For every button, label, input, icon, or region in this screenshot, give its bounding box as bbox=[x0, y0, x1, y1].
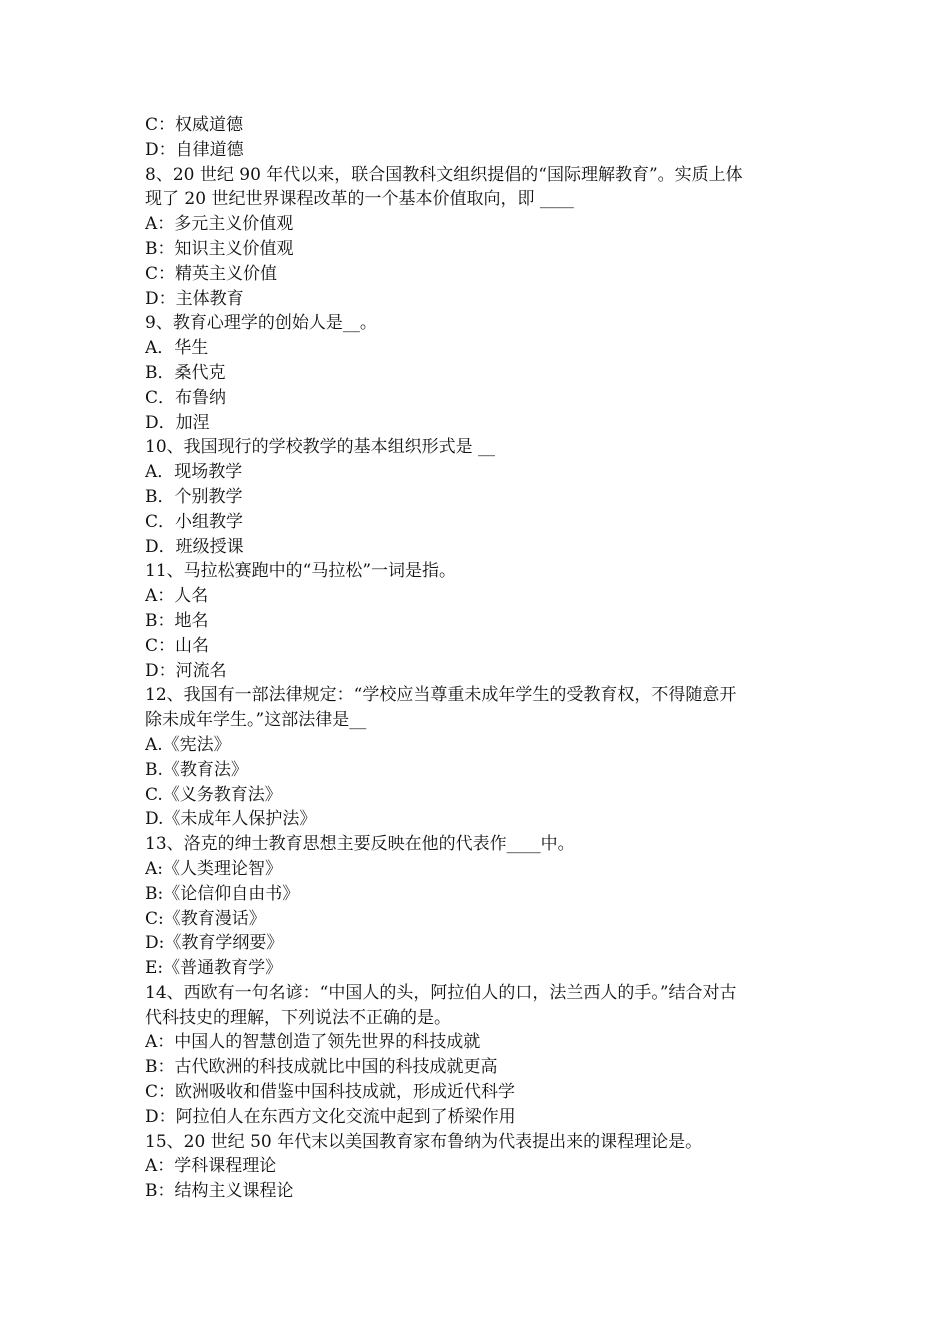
question-13-text: 13、洛克的绅士教育思想主要反映在他的代表作____中。 bbox=[145, 834, 575, 855]
question-9-option-b: B．桑代克 bbox=[145, 362, 226, 383]
option-d: D：自律道德 bbox=[145, 139, 244, 160]
question-8-text: 8、20 世纪 90 年代以来，联合国教科文组织提倡的“国际理解教育”。实质上体 bbox=[145, 164, 743, 185]
question-8-option-a: A：多元主义价值观 bbox=[145, 214, 294, 235]
question-8-option-d: D：主体教育 bbox=[145, 288, 244, 309]
question-9-option-c: C．布鲁纳 bbox=[145, 387, 227, 408]
question-14-option-c: C：欧洲吸收和借鉴中国科技成就，形成近代科学 bbox=[145, 1082, 516, 1103]
question-13-option-b: B:《论信仰自由书》 bbox=[145, 883, 300, 904]
question-13-option-d: D:《教育学纲要》 bbox=[145, 933, 284, 954]
question-10-text: 10、我国现行的学校教学的基本组织形式是 __ bbox=[145, 437, 496, 458]
question-15-option-a: A：学科课程理论 bbox=[145, 1156, 277, 1177]
question-14-option-a: A：中国人的智慧创造了领先世界的科技成就 bbox=[145, 1032, 481, 1053]
question-14-option-b: B：古代欧洲的科技成就比中国的科技成就更高 bbox=[145, 1057, 498, 1078]
question-12-text: 12、我国有一部法律规定：“学校应当尊重未成年学生的受教育权，不得随意开 bbox=[145, 685, 737, 706]
question-12-option-c: C.《义务教育法》 bbox=[145, 784, 282, 805]
document-page bbox=[145, 113, 815, 1204]
question-11-text: 11、马拉松赛跑中的“马拉松”一词是指。 bbox=[145, 561, 457, 582]
question-12-option-d: D.《未成年人保护法》 bbox=[145, 809, 317, 830]
question-8-option-c: C：精英主义价值 bbox=[145, 263, 278, 284]
question-14-text: 14、西欧有一句名谚：“中国人的头，阿拉伯人的口，法兰西人的手。”结合对古 bbox=[145, 982, 737, 1003]
question-15-option-b: B：结构主义课程论 bbox=[145, 1181, 294, 1202]
question-10-option-a: A．现场教学 bbox=[145, 462, 243, 483]
question-15-text: 15、20 世纪 50 年代末以美国教育家布鲁纳为代表提出来的课程理论是。 bbox=[145, 1131, 703, 1152]
question-14-text-cont: 代科技史的理解，下列说法不正确的是。 bbox=[145, 1007, 451, 1028]
question-8-option-b: B：知识主义价值观 bbox=[145, 238, 294, 259]
question-12-text-cont: 除未成年学生。”这部法律是__ bbox=[145, 710, 367, 731]
question-11-option-b: B：地名 bbox=[145, 610, 209, 631]
option-c: C：权威道德 bbox=[145, 115, 244, 135]
question-11-option-d: D：河流名 bbox=[145, 660, 227, 681]
question-9-text: 9、教育心理学的创始人是__。 bbox=[145, 313, 377, 334]
question-9-option-d: D．加涅 bbox=[145, 412, 210, 433]
question-10-option-d: D．班级授课 bbox=[145, 536, 244, 557]
question-9-option-a: A．华生 bbox=[145, 338, 209, 359]
question-8-text-cont: 现了 20 世纪世界课程改革的一个基本价值取向，即 ____ bbox=[145, 189, 574, 210]
question-14-option-d: D：阿拉伯人在东西方文化交流中起到了桥梁作用 bbox=[145, 1106, 516, 1127]
question-12-option-a: A.《宪法》 bbox=[145, 734, 231, 755]
question-11-option-a: A：人名 bbox=[145, 586, 209, 607]
question-13-option-e: E:《普通教育学》 bbox=[145, 958, 283, 979]
question-13-option-c: C:《教育漫话》 bbox=[145, 908, 266, 929]
question-10-option-c: C．小组教学 bbox=[145, 511, 244, 532]
question-10-option-b: B．个别教学 bbox=[145, 486, 243, 507]
question-12-option-b: B.《教育法》 bbox=[145, 759, 248, 780]
question-11-option-c: C：山名 bbox=[145, 635, 210, 656]
question-13-option-a: A:《人类理论智》 bbox=[145, 858, 283, 879]
